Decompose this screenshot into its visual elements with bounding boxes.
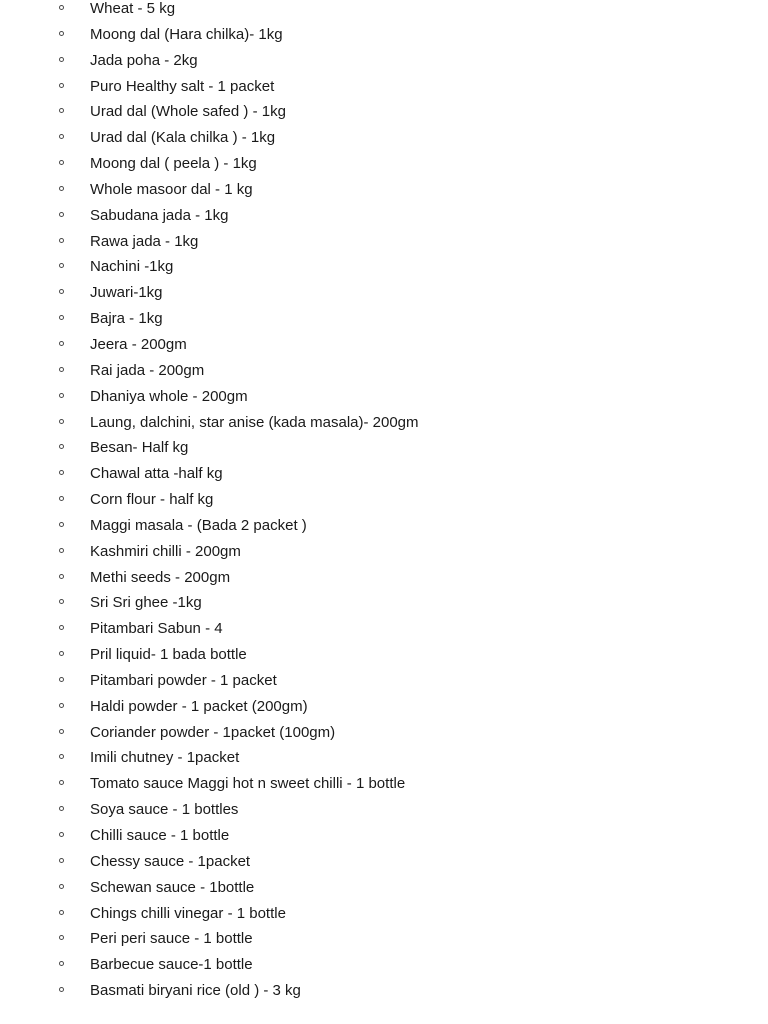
bullet-icon — [59, 625, 64, 630]
list-item-text: Kashmiri chilli - 200gm — [90, 542, 241, 560]
bullet-icon — [59, 393, 64, 398]
list-item — [0, 590, 768, 616]
list-item-text: Coriander powder - 1packet (100gm) — [90, 723, 336, 741]
list-item-text: Peri peri sauce - 1 bottle — [90, 930, 253, 948]
bullet-icon — [59, 677, 64, 682]
bullet-icon — [59, 367, 64, 372]
bullet-icon — [59, 910, 64, 915]
list-item-text: Barbecue sauce-1 bottle — [90, 956, 253, 974]
bullet-icon — [59, 238, 64, 243]
list-item-text: Wheat - 5 kg — [90, 0, 176, 17]
list-item-text: Methi seeds - 200gm — [90, 568, 231, 586]
bullet-icon — [59, 599, 64, 604]
list-item-text: Pitambari Sabun - 4 — [90, 620, 223, 638]
list-item — [0, 203, 768, 229]
bullet-icon — [59, 832, 64, 837]
bullet-icon — [59, 961, 64, 966]
list-item — [0, 565, 768, 591]
bullet-icon — [59, 289, 64, 294]
bullet-icon — [59, 108, 64, 113]
list-item-text: Tomato sauce Maggi hot n sweet chilli - 1 bottle — [90, 775, 406, 793]
list-item — [0, 668, 768, 694]
list-item — [0, 177, 768, 203]
list-item-text: Haldi powder - 1 packet (200gm) — [90, 697, 308, 715]
list-item-text: Basmati biryani rice (old ) - 3 kg — [90, 982, 301, 1000]
list-item — [0, 461, 768, 487]
bullet-icon — [59, 212, 64, 217]
list-item — [0, 771, 768, 797]
list-item — [0, 306, 768, 332]
list-item — [0, 616, 768, 642]
bullet-icon — [59, 57, 64, 62]
bullet-icon — [59, 160, 64, 165]
list-item-text: Pril liquid- 1 bada bottle — [90, 646, 247, 664]
list-item-text: Urad dal (Whole safed ) - 1kg — [90, 103, 286, 121]
bullet-icon — [59, 5, 64, 10]
bullet-icon — [59, 858, 64, 863]
list-item-text: Soya sauce - 1 bottles — [90, 801, 239, 819]
list-item-text: Pitambari powder - 1 packet — [90, 671, 277, 689]
bullet-icon — [59, 574, 64, 579]
list-item-text: Rai jada - 200gm — [90, 361, 205, 379]
list-item — [0, 384, 768, 410]
list-item — [0, 125, 768, 151]
list-item — [0, 254, 768, 280]
bullet-icon — [59, 263, 64, 268]
list-item — [0, 797, 768, 823]
list-item — [0, 745, 768, 771]
list-item-text: Nachini -1kg — [90, 258, 174, 276]
list-item — [0, 901, 768, 927]
bullet-icon — [59, 496, 64, 501]
list-item-text: Jada poha - 2kg — [90, 51, 198, 69]
list-item — [0, 487, 768, 513]
list-item-text: Chings chilli vinegar - 1 bottle — [90, 904, 286, 922]
bullet-icon — [59, 548, 64, 553]
list-item — [0, 99, 768, 125]
list-item — [0, 280, 768, 306]
list-item — [0, 332, 768, 358]
bullet-icon — [59, 31, 64, 36]
list-item — [0, 151, 768, 177]
list-item-text: Whole masoor dal - 1 kg — [90, 180, 253, 198]
list-item — [0, 48, 768, 74]
list-item-text: Moong dal ( peela ) - 1kg — [90, 155, 257, 173]
bullet-icon — [59, 341, 64, 346]
bullet-icon — [59, 780, 64, 785]
list-item — [0, 229, 768, 255]
list-item — [0, 978, 768, 1004]
list-item — [0, 435, 768, 461]
list-item — [0, 926, 768, 952]
list-item-text: Imili chutney - 1packet — [90, 749, 240, 767]
list-item-text: Dhaniya whole - 200gm — [90, 387, 248, 405]
bullet-icon — [59, 315, 64, 320]
list-item-text: Urad dal (Kala chilka ) - 1kg — [90, 129, 276, 147]
list-item — [0, 875, 768, 901]
list-item-text: Chawal atta -half kg — [90, 465, 223, 483]
list-item-text: Puro Healthy salt - 1 packet — [90, 77, 275, 95]
list-item — [0, 849, 768, 875]
bullet-icon — [59, 419, 64, 424]
list-item-text: Jeera - 200gm — [90, 335, 187, 353]
list-item-text: Juwari-1kg — [90, 284, 163, 302]
list-item-text: Schewan sauce - 1bottle — [90, 878, 255, 896]
list-item-text: Bajra - 1kg — [90, 310, 163, 328]
list-item — [0, 694, 768, 720]
bullet-icon — [59, 522, 64, 527]
bullet-icon — [59, 987, 64, 992]
bullet-icon — [59, 703, 64, 708]
list-item — [0, 642, 768, 668]
bullet-icon — [59, 884, 64, 889]
bullet-icon — [59, 186, 64, 191]
bullet-icon — [59, 444, 64, 449]
bullet-icon — [59, 83, 64, 88]
list-item — [0, 539, 768, 565]
list-item-text: Sabudana jada - 1kg — [90, 206, 229, 224]
list-item-text: Moong dal (Hara chilka)- 1kg — [90, 25, 283, 43]
bullet-icon — [59, 806, 64, 811]
list-item-text: Sri Sri ghee -1kg — [90, 594, 202, 612]
list-item — [0, 720, 768, 746]
list-item-text: Maggi masala - (Bada 2 packet ) — [90, 516, 307, 534]
list-item — [0, 513, 768, 539]
list-item-text: Laung, dalchini, star anise (kada masala)- 200gm — [90, 413, 419, 431]
list-item-text: Corn flour - half kg — [90, 491, 214, 509]
bullet-icon — [59, 134, 64, 139]
bullet-icon — [59, 470, 64, 475]
list-item — [0, 410, 768, 436]
bullet-icon — [59, 729, 64, 734]
list-item — [0, 823, 768, 849]
bullet-icon — [59, 651, 64, 656]
list-item — [0, 952, 768, 978]
list-item — [0, 22, 768, 48]
list-item-text: Besan- Half kg — [90, 439, 189, 457]
list-item — [0, 74, 768, 100]
bullet-icon — [59, 754, 64, 759]
list-item-text: Rawa jada - 1kg — [90, 232, 199, 250]
list-item — [0, 358, 768, 384]
list-item-text: Chessy sauce - 1packet — [90, 852, 251, 870]
list-item-text: Chilli sauce - 1 bottle — [90, 827, 230, 844]
list-item — [0, 0, 768, 22]
bullet-icon — [59, 935, 64, 940]
